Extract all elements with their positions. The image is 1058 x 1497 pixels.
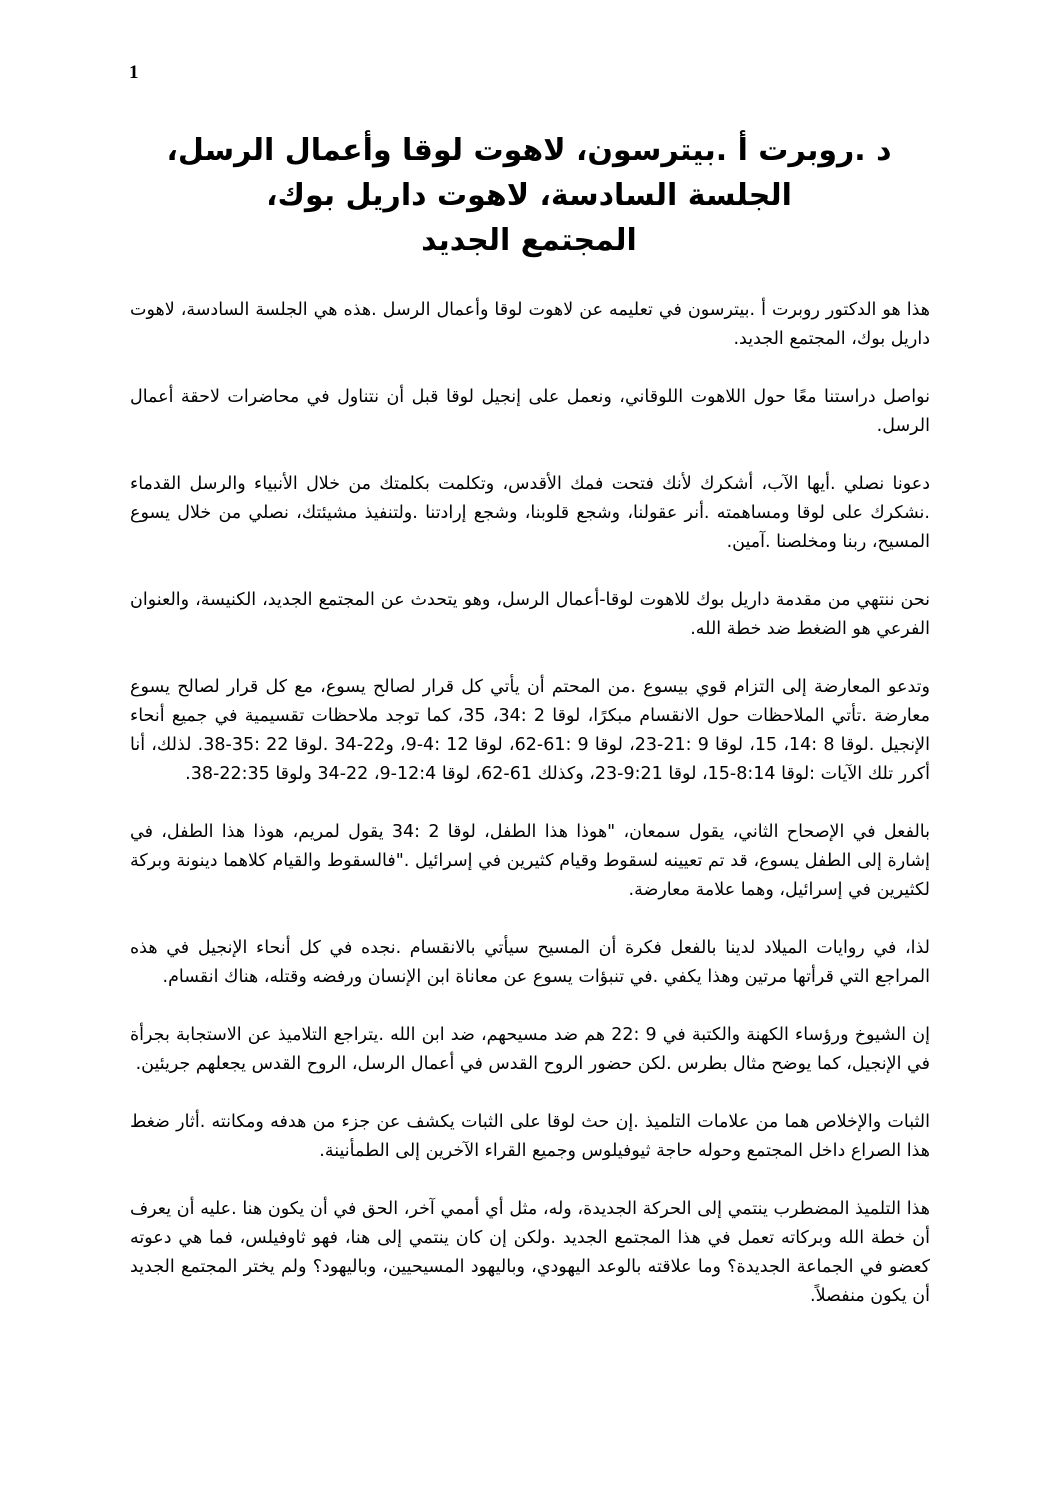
paragraph-intro: هذا هو الدكتور روبرت أ .بيترسون في تعليمه عن لاهوت لوقا وأعمال الرسل .هذه هي الجلسة السادسة، لاهوت داريل بوك، المجتمع الجديد. <box>130 300 930 349</box>
paragraph-elders: إن الشيوخ ورؤساء الكهنة والكتبة في 9 :22 هم ضد مسيحهم، ضد ابن الله .يتراجع التلاميذ عن الاستجابة بجرأة في الإنجيل، كما يوضح مثال بطرس .لكن حضور الروح القدس في أعمال الرسل، الروح القدس يجعلهم جريئين. <box>130 1025 930 1074</box>
page-number: 1 <box>129 62 139 83</box>
paragraph-simeon: بالفعل في الإصحاح الثاني، يقول سمعان، "هوذا هذا الطفل، لوقا 2 :34 يقول لمريم، هوذا هذا الطفل، في إشارة إلى الطفل يسوع، قد تم تعيينه لسقوط وقيام كثيرين في إسرائيل ."فالسقوط والقيام كلاهما دينونة وبركة لكثيرين في إسرائيل، وهما علامة معارضة. <box>130 822 930 900</box>
paragraph-new-community: نحن ننتهي من مقدمة داريل بوك للاهوت لوقا-أعمال الرسل، وهو يتحدث عن المجتمع الجديد، الكنيسة، والعنوان الفرعي هو الضغط ضد خطة الله. <box>130 590 930 639</box>
paragraph-steadfastness: الثبات والإخلاص هما من علامات التلميذ .إن حث لوقا على الثبات يكشف عن جزء من هدفه ومكانته .أثار ضغط هذا الصراع داخل المجتمع وحوله حاجة ثيوفيلوس وجميع القراء الآخرين إلى الطمأنينة. <box>130 1112 930 1161</box>
title-line-2: الجلسة السادسة، لاهوت داريل بوك، <box>266 178 792 213</box>
document-body <box>130 296 930 1340</box>
document-title <box>150 128 908 263</box>
paragraph-opposition: وتدعو المعارضة إلى التزام قوي بيسوع .من المحتم أن يأتي كل قرار لصالح يسوع، مع كل قرار لصالح يسوع معارضة .تأتي الملاحظات حول الانقسام مبكرًا، لوقا 2 :34، 35، كما توجد ملاحظات تقسيمية في جميع أنحاء الإنجيل .لوقا 8 :14، 15، لوقا 9 :21-23، لوقا 9 :61-62، لوقا 12 :4-9، و22-34 .لوقا 22 :35-38. لذلك، أنا أكرر تلك الآيات :لوقا 8:14-15، لوقا 9:21-23، وكذلك 61-62، لوقا 12:4-9، 22-34 ولوقا 22:35-38. <box>130 677 931 784</box>
paragraph-study: نواصل دراستنا معًا حول اللاهوت اللوقاني، ونعمل على إنجيل لوقا قبل أن نتناول في محاضرات لاحقة أعمال الرسل. <box>130 387 930 436</box>
title-line-1: د .روبرت أ .بيترسون، لاهوت لوقا وأعمال الرسل، <box>166 133 892 168</box>
paragraph-disciple: هذا التلميذ المضطرب ينتمي إلى الحركة الجديدة، وله، مثل أي أممي آخر، الحق في أن يكون هنا .عليه أن يعرف أن خطة الله وبركاته تعمل في هذا المجتمع الجديد .ولكن إن كان ينتمي إلى هنا، فهو ثاوفيلس، فما هي دعوته كعضو في الجماعة الجديدة؟ وما علاقته بالوعد اليهودي، وباليهود المسيحيين، وباليهود؟ ولم يختر المجتمع الجديد أن يكون منفصلاً. <box>130 1199 930 1306</box>
paragraph-division: لذا، في روايات الميلاد لدينا بالفعل فكرة أن المسيح سيأتي بالانقسام .نجده في كل أنحاء الإنجيل في هذه المراجع التي قرأتها مرتين وهذا يكفي .في تنبؤات يسوع عن معاناة ابن الإنسان ورفضه وقتله، هناك انقسام. <box>130 938 930 987</box>
title-line-3: المجتمع الجديد <box>421 223 637 258</box>
paragraph-prayer: دعونا نصلي .أيها الآب، أشكرك لأنك فتحت فمك الأقدس، وتكلمت بكلمتك من خلال الأنبياء والرسل القدماء .نشكرك على لوقا ومساهمته .أنر عقولنا، وشجع قلوبنا، وشجع إرادتنا .ولتنفيذ مشيئتك، نصلي من خلال يسوع المسيح، ربنا ومخلصنا .آمين. <box>130 474 930 552</box>
